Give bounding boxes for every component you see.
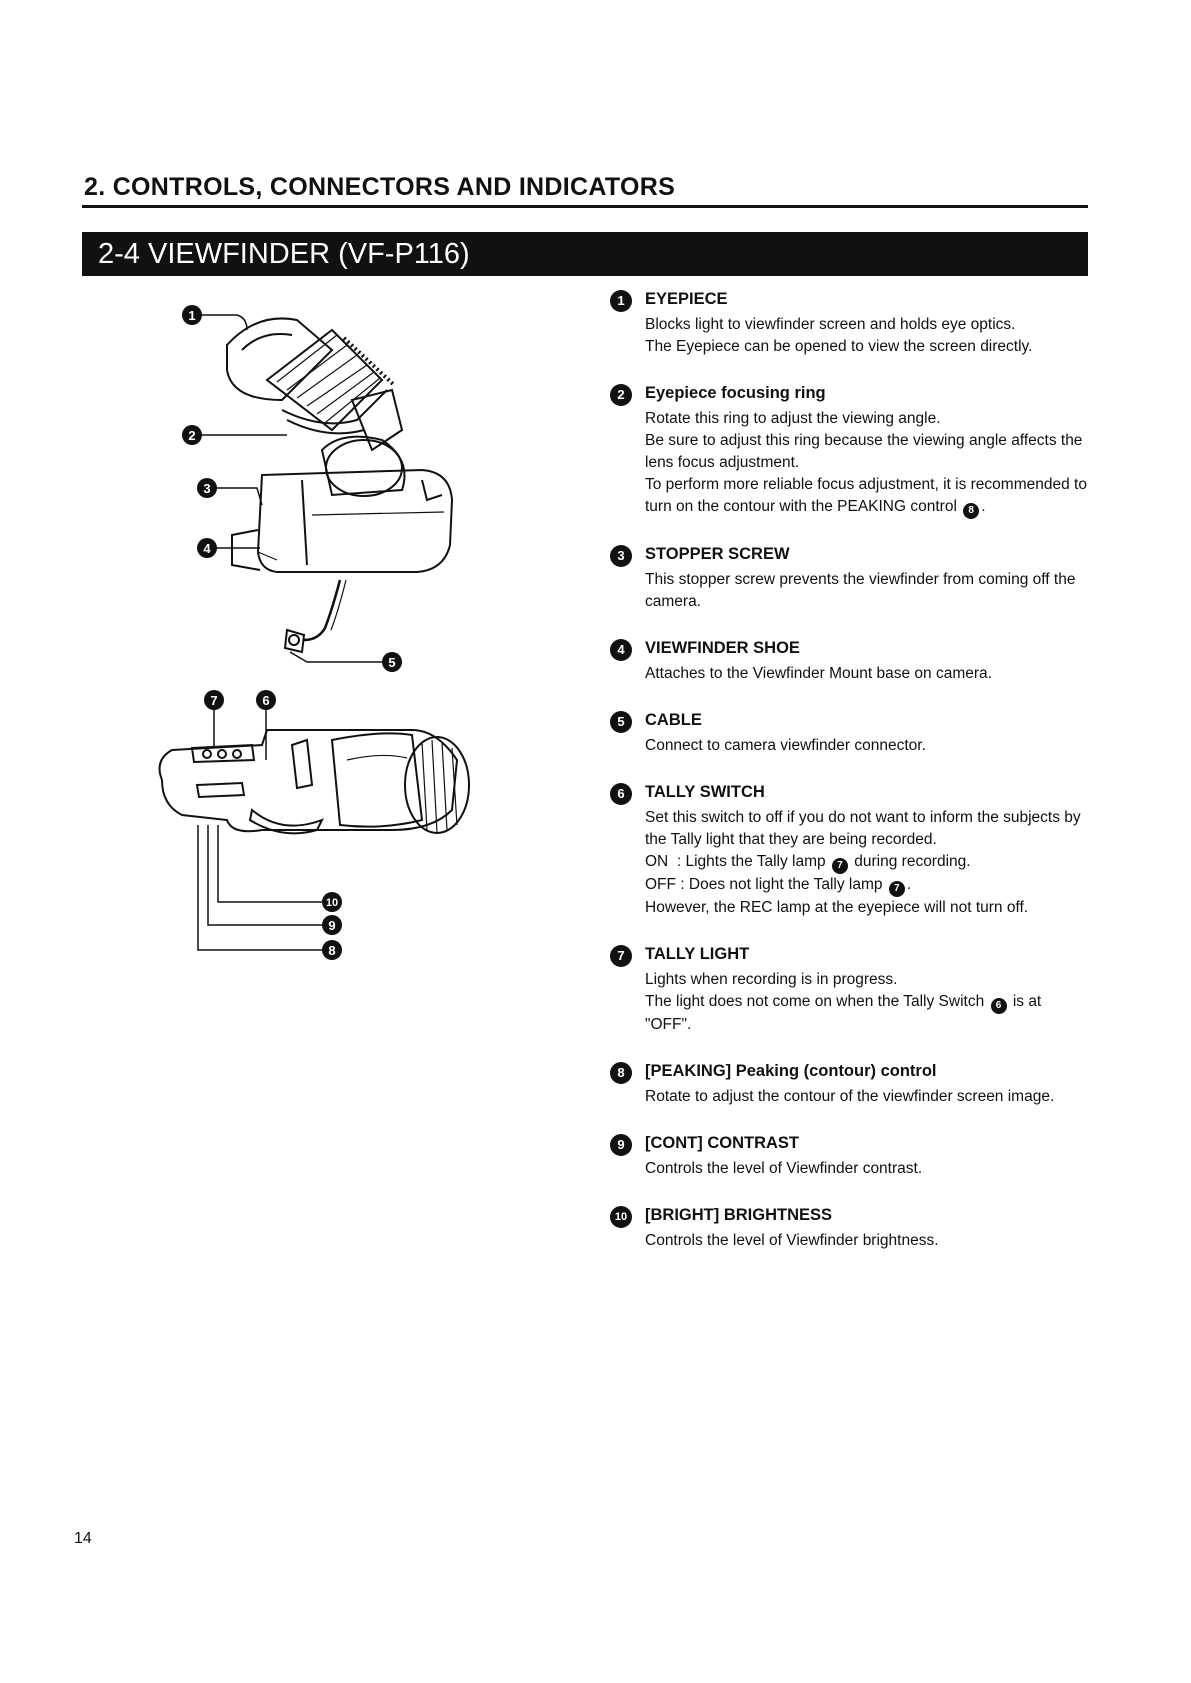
item-stopper-screw (610, 541, 1090, 613)
item-focusing-ring (610, 380, 1090, 519)
item-desc-tail: is at "OFF". (645, 993, 1042, 1033)
item-desc-line: Attaches to the Viewfinder Mount base on camera. (645, 665, 992, 682)
item-desc-line: Lights when recording is in progress. (645, 971, 898, 988)
tally-off-line (645, 874, 1090, 897)
item-desc-text: The light does not come on when the Tally Switch (645, 993, 985, 1010)
svg-text:4: 4 (203, 541, 211, 556)
svg-text:6: 6 (262, 693, 270, 708)
item-contrast (610, 1130, 1090, 1180)
svg-text:5: 5 (388, 655, 396, 670)
callout-2 (182, 425, 202, 445)
svg-text:10: 10 (325, 897, 339, 909)
item-cable (610, 707, 1090, 757)
viewfinder-illustration (82, 290, 622, 1010)
callout-4 (197, 538, 217, 558)
item-note: However, the REC lamp at the eyepiece will not turn off. (645, 899, 1029, 916)
svg-text:8: 8 (328, 943, 336, 958)
item-desc-line: This stopper screw prevents the viewfinder from coming off the camera. (645, 571, 1076, 610)
item-peaking (610, 1058, 1090, 1108)
off-text: : Does not light the Tally lamp (680, 876, 883, 893)
svg-text:3: 3 (203, 481, 211, 496)
item-desc-line: Rotate this ring to adjust the viewing angle. (645, 410, 941, 427)
item-desc-line: Set this switch to off if you do not want to inform the subjects by the Tally light that they are being recorded. (645, 809, 1081, 848)
item-tally-light (610, 941, 1090, 1036)
svg-text:2: 2 (188, 428, 196, 443)
tally-switch-ref-badge: 6 (991, 998, 1007, 1014)
page-heading: 2. CONTROLS, CONNECTORS AND INDICATORS (84, 173, 676, 201)
svg-text:7: 7 (210, 693, 218, 708)
svg-text:1: 1 (188, 308, 196, 323)
on-label: ON (645, 853, 669, 870)
item-number: 7 (610, 945, 632, 967)
item-desc-line: Controls the level of Viewfinder brightness. (645, 1232, 939, 1249)
viewfinder-side-view (227, 318, 452, 652)
item-desc-line (645, 474, 1090, 519)
item-desc-line: Controls the level of Viewfinder contrast. (645, 1160, 923, 1177)
item-number: 2 (610, 384, 632, 406)
page-number: 14 (74, 1530, 92, 1547)
item-number: 8 (610, 1062, 632, 1084)
item-number: 9 (610, 1134, 632, 1156)
item-title: [BRIGHT] BRIGHTNESS (645, 1206, 832, 1224)
callout-3 (197, 478, 217, 498)
tally-lamp-ref-badge: 7 (832, 858, 848, 874)
item-desc-line: Blocks light to viewfinder screen and holds eye optics. (645, 316, 1016, 333)
item-desc-line: Rotate to adjust the contour of the viewfinder screen image. (645, 1088, 1055, 1105)
item-desc-line: Connect to camera viewfinder connector. (645, 737, 926, 754)
off-text-tail: . (906, 876, 912, 893)
item-number: 3 (610, 545, 632, 567)
viewfinder-top-view (160, 730, 469, 833)
section-title: 2-4 VIEWFINDER (VF-P116) (98, 238, 470, 270)
item-desc-line (645, 991, 1090, 1036)
item-number: 5 (610, 711, 632, 733)
callout-5 (382, 652, 402, 672)
item-desc-text: To perform more reliable focus adjustment, it is recommended to turn on the contour with the PEAKING control (645, 476, 1087, 515)
svg-text:9: 9 (328, 918, 336, 933)
item-viewfinder-shoe (610, 635, 1090, 685)
callout-8 (322, 940, 342, 960)
tally-on-line (645, 851, 1090, 874)
callout-7 (204, 690, 224, 710)
item-desc-tail: . (981, 498, 986, 515)
callout-9 (322, 915, 342, 935)
item-title: [PEAKING] Peaking (contour) control (645, 1062, 937, 1080)
off-label: OFF (645, 876, 676, 893)
item-title: STOPPER SCREW (645, 545, 790, 563)
peaking-ref-badge: 8 (963, 503, 979, 519)
item-title: Eyepiece focusing ring (645, 384, 826, 402)
item-title: TALLY SWITCH (645, 783, 765, 801)
item-title: EYEPIECE (645, 290, 728, 308)
item-tally-switch (610, 779, 1090, 919)
item-number: 10 (610, 1206, 632, 1228)
item-title: TALLY LIGHT (645, 945, 750, 963)
section-title-bar (82, 232, 1088, 276)
item-title: [CONT] CONTRAST (645, 1134, 799, 1152)
item-number: 4 (610, 639, 632, 661)
callout-6 (256, 690, 276, 710)
item-desc-line: The Eyepiece can be opened to view the screen directly. (645, 338, 1033, 355)
on-text-tail: during recording. (854, 853, 971, 870)
tally-lamp-ref-badge: 7 (889, 881, 905, 897)
item-number: 6 (610, 783, 632, 805)
item-title: CABLE (645, 711, 702, 729)
item-eyepiece (610, 286, 1090, 358)
heading-rule (82, 205, 1088, 208)
callout-1 (182, 305, 202, 325)
item-desc-line: Be sure to adjust this ring because the viewing angle affects the lens focus adjustment. (645, 432, 1083, 471)
on-text: : Lights the Tally lamp (676, 853, 826, 870)
item-number: 1 (610, 290, 632, 312)
item-title: VIEWFINDER SHOE (645, 639, 800, 657)
item-brightness (610, 1202, 1090, 1252)
callout-10 (322, 892, 342, 912)
item-list (610, 286, 1090, 1252)
